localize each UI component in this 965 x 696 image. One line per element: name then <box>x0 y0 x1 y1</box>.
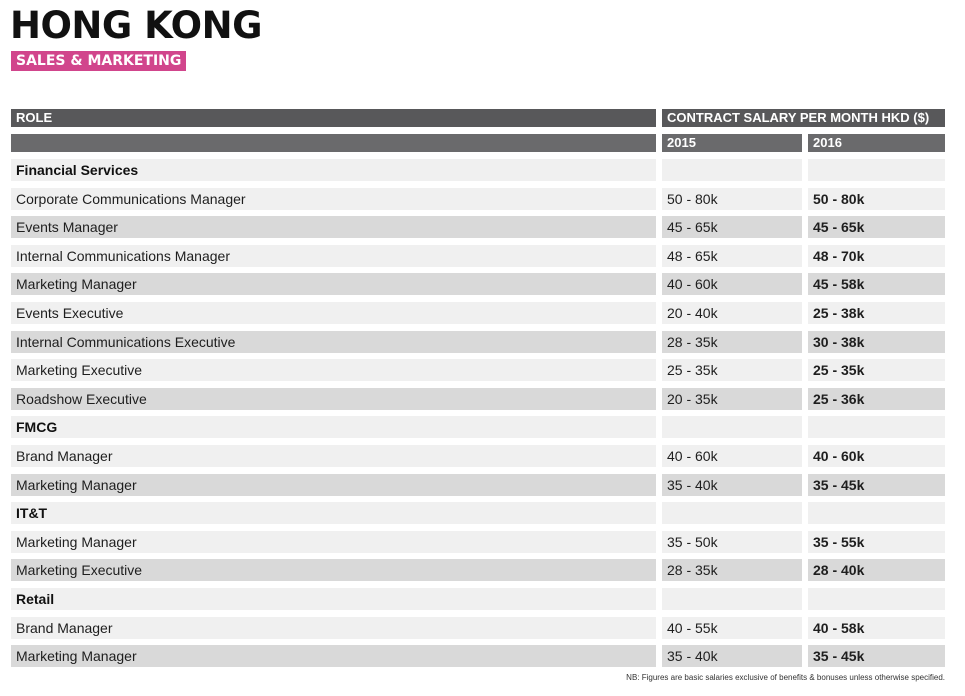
table-header-row <box>11 109 945 131</box>
role-cell: Corporate Communications Manager <box>11 188 656 210</box>
table-row <box>11 216 945 238</box>
salary-column-header: CONTRACT SALARY PER MONTH HKD ($) <box>662 109 945 127</box>
table-section-row <box>11 159 945 181</box>
table-row <box>11 531 945 553</box>
salary-2015-cell: 35 - 40k <box>662 474 802 496</box>
role-cell: Internal Communications Executive <box>11 331 656 353</box>
role-cell: Marketing Manager <box>11 474 656 496</box>
table-subheader-row <box>11 134 945 156</box>
salary-2016-cell: 25 - 36k <box>808 388 945 410</box>
table-section-row <box>11 502 945 524</box>
salary-2016-cell: 45 - 65k <box>808 216 945 238</box>
page-title: HONG KONG <box>10 4 262 47</box>
year-2015-header: 2015 <box>662 134 802 152</box>
table-section-row <box>11 416 945 438</box>
section-2016-blank <box>808 416 945 438</box>
footnote: NB: Figures are basic salaries exclusive of benefits & bonuses unless otherwise specified. <box>626 673 945 682</box>
section-2016-blank <box>808 502 945 524</box>
salary-2016-cell: 35 - 45k <box>808 645 945 667</box>
salary-2016-cell: 45 - 58k <box>808 273 945 295</box>
year-2016-header: 2016 <box>808 134 945 152</box>
table-row <box>11 388 945 410</box>
table-row <box>11 331 945 353</box>
role-cell: Events Manager <box>11 216 656 238</box>
role-cell: Events Executive <box>11 302 656 324</box>
salary-2016-cell: 30 - 38k <box>808 331 945 353</box>
salary-2015-cell: 45 - 65k <box>662 216 802 238</box>
salary-2015-cell: 48 - 65k <box>662 245 802 267</box>
salary-2015-cell: 50 - 80k <box>662 188 802 210</box>
salary-2015-cell: 20 - 35k <box>662 388 802 410</box>
section-heading: IT&T <box>11 502 656 524</box>
salary-2016-cell: 25 - 38k <box>808 302 945 324</box>
section-badge: SALES & MARKETING <box>11 51 186 71</box>
section-2016-blank <box>808 159 945 181</box>
table-row <box>11 302 945 324</box>
table-row <box>11 245 945 267</box>
table-row <box>11 359 945 381</box>
role-cell: Marketing Manager <box>11 531 656 553</box>
table-section-row <box>11 588 945 610</box>
salary-2016-cell: 48 - 70k <box>808 245 945 267</box>
role-cell: Marketing Manager <box>11 273 656 295</box>
salary-2015-cell: 20 - 40k <box>662 302 802 324</box>
section-2015-blank <box>662 502 802 524</box>
salary-2016-cell: 28 - 40k <box>808 559 945 581</box>
table-row <box>11 559 945 581</box>
salary-2015-cell: 35 - 50k <box>662 531 802 553</box>
role-cell: Marketing Manager <box>11 645 656 667</box>
role-column-header: ROLE <box>11 109 656 127</box>
section-2015-blank <box>662 159 802 181</box>
salary-2016-cell: 40 - 58k <box>808 617 945 639</box>
table-row <box>11 617 945 639</box>
salary-2015-cell: 25 - 35k <box>662 359 802 381</box>
salary-2015-cell: 28 - 35k <box>662 559 802 581</box>
role-cell: Marketing Executive <box>11 359 656 381</box>
role-subheader-blank <box>11 134 656 152</box>
salary-2015-cell: 40 - 55k <box>662 617 802 639</box>
salary-2016-cell: 40 - 60k <box>808 445 945 467</box>
table-row <box>11 273 945 295</box>
table-row <box>11 445 945 467</box>
role-cell: Internal Communications Manager <box>11 245 656 267</box>
salary-2016-cell: 35 - 45k <box>808 474 945 496</box>
section-2016-blank <box>808 588 945 610</box>
salary-2015-cell: 35 - 40k <box>662 645 802 667</box>
section-2015-blank <box>662 416 802 438</box>
table-row <box>11 645 945 667</box>
salary-2016-cell: 50 - 80k <box>808 188 945 210</box>
salary-2015-cell: 40 - 60k <box>662 445 802 467</box>
section-2015-blank <box>662 588 802 610</box>
salary-2015-cell: 40 - 60k <box>662 273 802 295</box>
table-row <box>11 474 945 496</box>
role-cell: Marketing Executive <box>11 559 656 581</box>
section-heading: Financial Services <box>11 159 656 181</box>
role-cell: Roadshow Executive <box>11 388 656 410</box>
section-heading: FMCG <box>11 416 656 438</box>
salary-2016-cell: 35 - 55k <box>808 531 945 553</box>
table-row <box>11 188 945 210</box>
salary-2015-cell: 28 - 35k <box>662 331 802 353</box>
section-heading: Retail <box>11 588 656 610</box>
role-cell: Brand Manager <box>11 617 656 639</box>
role-cell: Brand Manager <box>11 445 656 467</box>
salary-2016-cell: 25 - 35k <box>808 359 945 381</box>
